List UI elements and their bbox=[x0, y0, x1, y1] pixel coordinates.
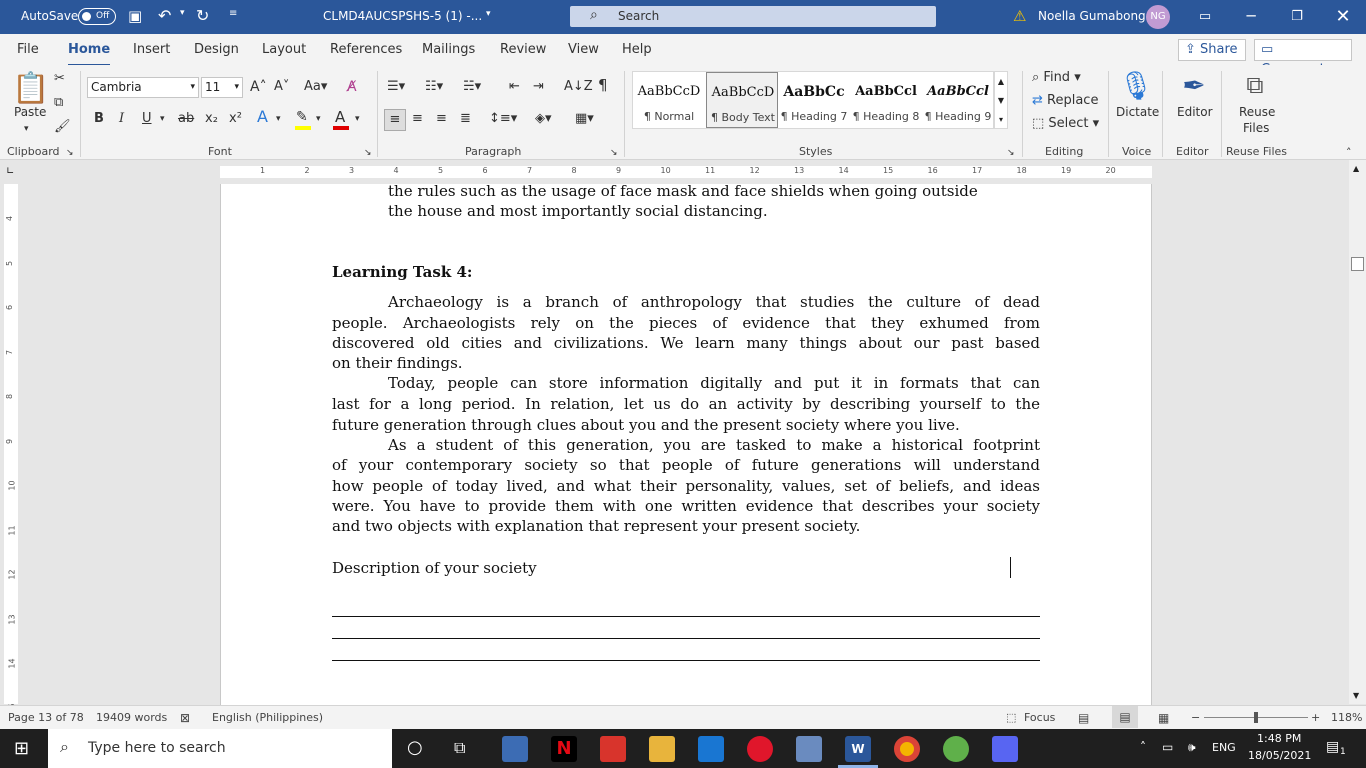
reuse-group-label: Reuse Files bbox=[1226, 145, 1288, 158]
ruler-tick-label: 20 bbox=[1105, 166, 1116, 175]
text-effects-icon[interactable]: A bbox=[257, 107, 268, 126]
ruler-tick-label: 12 bbox=[7, 569, 17, 580]
windows-start-icon[interactable]: ⊞ bbox=[14, 738, 30, 759]
scroll-up-icon[interactable]: ▲ bbox=[997, 77, 1005, 86]
horizontal-ruler[interactable] bbox=[220, 166, 1152, 178]
highlight-dropdown-icon[interactable]: ▾ bbox=[316, 114, 321, 124]
change-case-icon[interactable]: Aa▾ bbox=[304, 79, 328, 94]
style-heading-7[interactable] bbox=[778, 72, 850, 128]
ruler-tick-label: 14 bbox=[7, 658, 17, 669]
body-line: of your contemporary society so that people of future generations will understand bbox=[332, 456, 1040, 474]
justify-icon[interactable]: ≣ bbox=[460, 111, 471, 126]
undo-dropdown-icon[interactable]: ▾ bbox=[180, 8, 185, 18]
highlight-color-bar bbox=[295, 126, 311, 130]
style-name: ¶ Heading 9 bbox=[924, 110, 992, 123]
decrease-indent-icon[interactable]: ⇤ bbox=[509, 79, 520, 94]
chevron-down-icon: ▾ bbox=[190, 82, 195, 92]
reuse-files-icon[interactable]: ⧉ bbox=[1246, 71, 1264, 99]
dictate-label[interactable]: Dictate bbox=[1116, 105, 1160, 119]
body-line: the rules such as the usage of face mask and face shields when going outside bbox=[388, 182, 978, 200]
underline-icon[interactable]: U bbox=[142, 111, 152, 126]
task-view-icon[interactable]: ⧉ bbox=[454, 738, 466, 757]
shrink-font-icon[interactable]: A˅ bbox=[274, 79, 290, 94]
tab-insert[interactable]: Insert bbox=[133, 42, 171, 57]
style-preview: AaBbCcl bbox=[855, 84, 917, 99]
find-icon: ⌕ bbox=[1032, 70, 1044, 85]
taskbar-search[interactable] bbox=[48, 729, 392, 768]
show-hidden-icons-icon[interactable]: ˄ bbox=[1140, 740, 1146, 754]
body-line: last for a long period. In relation, let us do an activity by describing yourself to the bbox=[332, 395, 1040, 413]
ruler-tick-label: 9 bbox=[5, 438, 15, 444]
print-layout-icon[interactable]: ▤ bbox=[1112, 706, 1138, 728]
taskbar-search-placeholder: Type here to search bbox=[88, 740, 226, 756]
ruler-tick-label: 13 bbox=[794, 166, 805, 175]
replace-icon: ⇄ bbox=[1032, 93, 1048, 108]
style-preview: AaBbCc bbox=[783, 84, 845, 100]
styles-launcher-icon[interactable]: ↘ bbox=[1007, 148, 1015, 158]
line-spacing-icon[interactable]: ↕≡▾ bbox=[489, 111, 518, 126]
microphone-icon[interactable]: 🎙 bbox=[1118, 69, 1154, 102]
styles-scroll[interactable] bbox=[994, 71, 1008, 129]
body-line: Today, people can store information digitally and put it in formats that can bbox=[388, 374, 1040, 392]
align-right-icon[interactable]: ≡ bbox=[436, 111, 447, 126]
font-color-bar bbox=[333, 126, 349, 130]
select-icon: ⬚ bbox=[1032, 116, 1049, 131]
ruler-tick-label: 3 bbox=[349, 166, 355, 175]
language-indicator[interactable]: ENG bbox=[1212, 741, 1236, 754]
answer-line[interactable] bbox=[332, 638, 1040, 639]
volume-icon[interactable]: 🕪 bbox=[1188, 740, 1196, 754]
style-body-text[interactable] bbox=[706, 72, 778, 128]
paragraph-group-label: Paragraph bbox=[465, 145, 522, 158]
shading-icon[interactable]: ◈▾ bbox=[535, 111, 552, 126]
ribbon bbox=[0, 65, 1366, 160]
discord-icon[interactable] bbox=[992, 736, 1018, 762]
body-line: how people of today lived, and what their personality, values, set of beliefs, and ideas bbox=[332, 477, 1040, 495]
minimize-icon[interactable]: ─ bbox=[1246, 7, 1256, 25]
increase-indent-icon[interactable]: ⇥ bbox=[533, 79, 544, 94]
ruler-tick-label: 14 bbox=[838, 166, 849, 175]
learning-task-heading: Learning Task 4: bbox=[332, 263, 473, 281]
body-line: on their findings. bbox=[332, 354, 463, 372]
title-dropdown-icon[interactable]: ▾ bbox=[486, 9, 491, 19]
underline-dropdown-icon[interactable]: ▾ bbox=[160, 114, 165, 124]
title-bar bbox=[0, 0, 1366, 34]
copy-icon[interactable]: ⧉ bbox=[54, 95, 64, 110]
editor-group-label: Editor bbox=[1176, 145, 1209, 158]
tab-mailings[interactable]: Mailings bbox=[422, 42, 476, 57]
tab-file[interactable]: File bbox=[17, 42, 39, 57]
ruler-tick-label: 12 bbox=[749, 166, 760, 175]
cortana-icon[interactable]: ○ bbox=[407, 737, 423, 758]
document-title: CLMD4AUCSPSHS-5 (1) -... bbox=[323, 9, 483, 23]
scroll-down-icon[interactable]: ▼ bbox=[1353, 691, 1360, 700]
cut-icon[interactable]: ✂ bbox=[54, 71, 65, 86]
sort-icon[interactable]: A↓Z bbox=[564, 79, 593, 94]
customize-qat-icon[interactable]: ≡ bbox=[229, 8, 238, 19]
share-button[interactable] bbox=[1178, 39, 1246, 61]
ruler-tick-label: 10 bbox=[7, 480, 17, 491]
show-formatting-icon[interactable]: ¶ bbox=[598, 76, 608, 94]
style-preview: AaBbCcl bbox=[927, 84, 989, 99]
replace-button[interactable] bbox=[1032, 93, 1102, 109]
ruler-tick-label: 5 bbox=[438, 166, 444, 175]
ruler-tick-label: 2 bbox=[304, 166, 310, 175]
search-icon: ⌕ bbox=[60, 737, 69, 756]
font-name-value: Cambria bbox=[91, 80, 142, 94]
web-layout-icon[interactable]: ▦ bbox=[1158, 711, 1170, 725]
battery-icon[interactable]: ▭ bbox=[1162, 740, 1174, 754]
language[interactable]: English (Philippines) bbox=[212, 711, 324, 724]
notification-count: 1 bbox=[1340, 747, 1346, 757]
search-icon: ⌕ bbox=[590, 7, 598, 23]
bold-icon[interactable]: B bbox=[94, 111, 104, 126]
editor-icon[interactable]: ✒ bbox=[1182, 69, 1206, 102]
focus-label[interactable]: Focus bbox=[1024, 711, 1056, 724]
zoom-slider-thumb[interactable] bbox=[1254, 712, 1258, 723]
ruler-tick-label: 8 bbox=[5, 393, 15, 400]
select-button[interactable]: ⬚ Select ▾ bbox=[1032, 116, 1100, 131]
undo-icon[interactable]: ↶ bbox=[158, 6, 172, 25]
voice-group-label: Voice bbox=[1122, 145, 1152, 158]
ribbon-tabs bbox=[0, 34, 1366, 65]
scroll-up-icon[interactable]: ▲ bbox=[1353, 164, 1360, 173]
divider bbox=[1162, 71, 1163, 157]
redo-icon[interactable]: ↻ bbox=[196, 6, 210, 25]
ruler-tick-label: 1 bbox=[260, 166, 266, 175]
file-explorer-icon[interactable] bbox=[649, 736, 675, 762]
ruler-tick-label: 4 bbox=[393, 166, 399, 175]
body-line: discovered old cities and civilizations. We learn many things about our past based bbox=[332, 334, 1040, 352]
styles-more-icon[interactable]: ▾ bbox=[998, 115, 1003, 124]
description-prompt: Description of your society bbox=[332, 559, 537, 577]
replace-label: Replace bbox=[1047, 93, 1099, 108]
divider bbox=[1022, 71, 1023, 157]
warning-icon[interactable]: ⚠ bbox=[1013, 7, 1027, 25]
find-label: Find bbox=[1043, 70, 1071, 85]
divider bbox=[377, 71, 378, 157]
reuse-label-line1[interactable]: Reuse bbox=[1239, 105, 1276, 119]
ruler-tick-label: 18 bbox=[1016, 166, 1027, 175]
font-color-icon[interactable]: A bbox=[335, 108, 346, 126]
notifications-icon[interactable]: ▤ bbox=[1326, 739, 1340, 755]
style-name: ¶ Heading 8 bbox=[852, 110, 920, 123]
answer-line[interactable] bbox=[332, 660, 1040, 661]
clock-time[interactable]: 1:48 PM bbox=[1257, 732, 1302, 745]
comment-icon: ▭ bbox=[1261, 42, 1274, 57]
clipboard-launcher-icon[interactable]: ↘ bbox=[66, 148, 74, 158]
vertical-scrollbar[interactable] bbox=[1349, 160, 1366, 704]
editing-group-label: Editing bbox=[1045, 145, 1084, 158]
text-effects-dropdown-icon[interactable]: ▾ bbox=[276, 114, 281, 124]
tab-selector-icon[interactable]: ∟ bbox=[6, 166, 15, 177]
highlight-icon[interactable]: ✎ bbox=[296, 109, 308, 125]
word-doc-icon[interactable] bbox=[502, 736, 528, 762]
search-box[interactable] bbox=[570, 6, 936, 27]
read-mode-icon[interactable]: ▤ bbox=[1078, 711, 1090, 725]
body-line: were. You have to provide them with one written evidence that describes your society bbox=[332, 497, 1040, 515]
focus-icon[interactable]: ⬚ bbox=[1006, 711, 1017, 724]
zoom-level[interactable]: 118% bbox=[1331, 711, 1363, 724]
ruler-tick-label: 8 bbox=[571, 166, 577, 175]
styles-group-label: Styles bbox=[799, 145, 833, 158]
paragraph-launcher-icon[interactable]: ↘ bbox=[610, 148, 618, 158]
tab-design[interactable]: Design bbox=[194, 42, 239, 57]
clock-date[interactable]: 18/05/2021 bbox=[1248, 749, 1312, 762]
share-icon: ⇪ bbox=[1185, 42, 1201, 57]
font-size-value: 11 bbox=[205, 80, 221, 94]
clear-formatting-icon[interactable]: A̸ bbox=[347, 79, 357, 95]
editor-label[interactable]: Editor bbox=[1177, 105, 1213, 119]
body-line: people. Archaeologists rely on the pieces of evidence that they exhumed from bbox=[332, 314, 1040, 332]
body-line: As a student of this generation, you are tasked to make a historical footprint bbox=[388, 436, 1040, 454]
status-bar bbox=[0, 705, 1366, 729]
select-label: Select bbox=[1048, 116, 1089, 131]
find-button[interactable]: ⌕ Find ▾ bbox=[1032, 70, 1081, 85]
style-normal[interactable] bbox=[633, 72, 705, 128]
superscript-icon[interactable]: x² bbox=[229, 111, 242, 126]
format-painter-icon[interactable]: 🖌 bbox=[54, 119, 71, 134]
ruler-tick-label: 16 bbox=[927, 166, 938, 175]
borders-icon[interactable]: ▦▾ bbox=[575, 111, 594, 126]
body-line: and two objects with explanation that represent your present society. bbox=[332, 517, 861, 535]
style-preview: AaBbCcD bbox=[637, 84, 701, 99]
body-line: future generation through clues about you and the present society where you live. bbox=[332, 416, 960, 434]
chevron-down-icon: ▾ bbox=[234, 82, 239, 92]
font-color-dropdown-icon[interactable]: ▾ bbox=[355, 114, 360, 124]
paste-label[interactable]: Paste bbox=[14, 105, 47, 119]
ruler-tick-label: 4 bbox=[5, 215, 15, 222]
zoom-out-icon[interactable]: − bbox=[1191, 711, 1201, 724]
ruler-tick-label: 17 bbox=[972, 166, 983, 175]
grow-font-icon[interactable]: A˄ bbox=[250, 79, 267, 95]
scroll-thumb[interactable] bbox=[1351, 257, 1364, 271]
avatar[interactable]: NG bbox=[1146, 5, 1170, 29]
multilevel-list-icon[interactable]: ☵▾ bbox=[463, 79, 482, 94]
body-line: Archaeology is a branch of anthropology that studies the culture of dead bbox=[388, 293, 1040, 311]
proofing-icon[interactable]: ⊠ bbox=[180, 711, 191, 725]
tab-layout[interactable]: Layout bbox=[262, 42, 307, 57]
word-count[interactable]: 19409 words bbox=[96, 711, 168, 724]
tab-references[interactable]: References bbox=[330, 42, 403, 57]
strikethrough-icon[interactable]: ab bbox=[178, 111, 195, 126]
style-preview: AaBbCcD bbox=[711, 85, 775, 100]
taskbar bbox=[0, 729, 1366, 768]
font-group-label: Font bbox=[208, 145, 232, 158]
ruler-tick-label: 9 bbox=[616, 166, 622, 175]
bullets-icon[interactable]: ☰▾ bbox=[387, 79, 406, 94]
paste-dropdown-icon[interactable]: ▾ bbox=[24, 124, 29, 134]
ruler-tick-label: 6 bbox=[5, 304, 15, 311]
text-cursor bbox=[1010, 557, 1011, 578]
media-player-icon[interactable] bbox=[747, 736, 773, 762]
style-heading-8[interactable] bbox=[850, 72, 922, 128]
scroll-down-icon[interactable]: ▼ bbox=[997, 96, 1005, 105]
tab-help[interactable]: Help bbox=[622, 42, 652, 57]
clipboard-group-label: Clipboard bbox=[7, 145, 60, 158]
font-name-select[interactable] bbox=[87, 77, 199, 98]
chrome-icon[interactable] bbox=[894, 736, 920, 762]
mail-icon[interactable] bbox=[698, 736, 724, 762]
search-placeholder: Search bbox=[618, 9, 660, 23]
network-app-icon[interactable] bbox=[796, 736, 822, 762]
user-name: Noella Gumabong bbox=[1038, 9, 1146, 23]
vertical-ruler[interactable] bbox=[4, 184, 18, 704]
divider bbox=[80, 71, 81, 157]
styles-gallery bbox=[632, 71, 994, 129]
ruler-tick-label: 15 bbox=[883, 166, 894, 175]
font-launcher-icon[interactable]: ↘ bbox=[364, 148, 372, 158]
autosave-label: AutoSave bbox=[21, 9, 79, 23]
tab-review[interactable]: Review bbox=[500, 42, 547, 57]
close-icon[interactable]: ✕ bbox=[1335, 6, 1351, 27]
ruler-tick-label: 13 bbox=[7, 613, 17, 625]
tab-view[interactable]: View bbox=[568, 42, 599, 57]
netflix-icon[interactable]: N bbox=[551, 736, 577, 762]
italic-icon[interactable]: I bbox=[119, 111, 125, 126]
share-label: Share bbox=[1200, 42, 1238, 57]
ruler-tick-label: 5 bbox=[5, 260, 15, 266]
word-icon[interactable]: W bbox=[845, 736, 871, 762]
divider bbox=[624, 71, 625, 157]
ruler-tick-label: 10 bbox=[660, 166, 671, 175]
autosave-state: Off bbox=[96, 11, 110, 21]
ruler-tick-label: 7 bbox=[527, 166, 533, 175]
paste-icon[interactable]: 📋 bbox=[12, 71, 50, 106]
style-heading-9[interactable] bbox=[922, 72, 994, 128]
collapse-ribbon-icon[interactable]: ˄ bbox=[1346, 146, 1352, 159]
ruler-tick-label: 7 bbox=[5, 349, 15, 355]
ruler-tick-label: 6 bbox=[482, 166, 488, 175]
tab-home[interactable]: Home bbox=[68, 42, 111, 57]
style-name: ¶ Body Text bbox=[710, 111, 775, 124]
numbering-icon[interactable]: ☷▾ bbox=[425, 79, 444, 94]
restore-icon[interactable]: ❐ bbox=[1291, 9, 1303, 24]
ruler-tick-label: 19 bbox=[1061, 166, 1072, 175]
autosave-toggle[interactable] bbox=[78, 8, 116, 25]
divider bbox=[1221, 71, 1222, 157]
utorrent-icon[interactable] bbox=[943, 736, 969, 762]
align-left-icon[interactable]: ≡ bbox=[384, 109, 406, 131]
divider bbox=[1108, 71, 1109, 157]
align-center-icon[interactable]: ≡ bbox=[412, 111, 423, 126]
comments-button[interactable] bbox=[1254, 39, 1352, 61]
font-size-select[interactable] bbox=[201, 77, 243, 98]
ruler-tick-label: 11 bbox=[7, 524, 17, 536]
style-name: ¶ Heading 7 bbox=[780, 110, 848, 123]
answer-line[interactable] bbox=[332, 616, 1040, 617]
subscript-icon[interactable]: x₂ bbox=[205, 111, 218, 126]
gift-app-icon[interactable] bbox=[600, 736, 626, 762]
ruler-tick-label: 11 bbox=[705, 166, 716, 175]
save-icon[interactable]: ▣ bbox=[128, 7, 143, 25]
zoom-in-icon[interactable]: + bbox=[1311, 711, 1321, 724]
body-line: the house and most importantly social distancing. bbox=[388, 202, 768, 220]
page-count[interactable]: Page 13 of 78 bbox=[8, 711, 84, 724]
style-name: ¶ Normal bbox=[643, 110, 695, 123]
ribbon-display-icon[interactable]: ▭ bbox=[1198, 9, 1212, 24]
reuse-label-line2[interactable]: Files bbox=[1243, 121, 1270, 135]
